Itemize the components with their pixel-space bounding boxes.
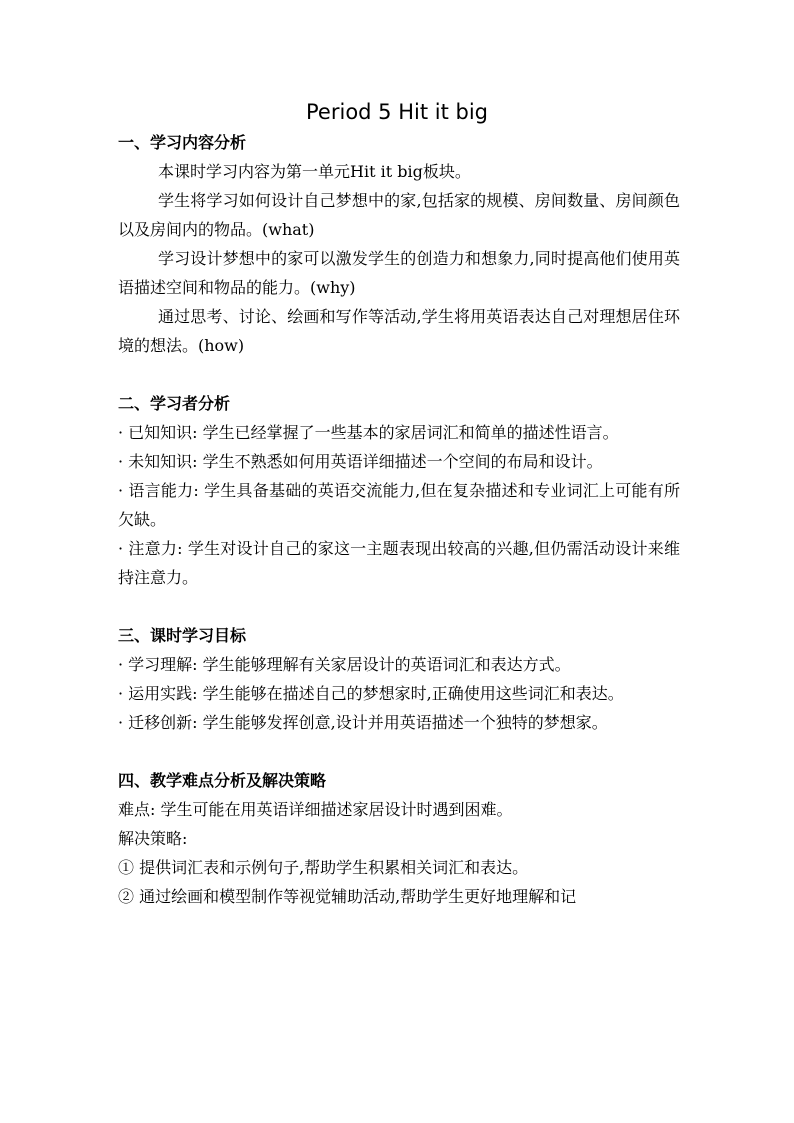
list-item: · 语言能力: 学生具备基础的英语交流能力,但在复杂描述和专业词汇上可能有所欠缺。: [118, 481, 680, 529]
list-item: · 已知知识: 学生已经掌握了一些基本的家居词汇和简单的描述性语言。: [118, 423, 619, 442]
section-gap: [118, 737, 680, 766]
section-gap: [118, 360, 680, 389]
list-item: · 迁移创新: 学生能够发挥创意,设计并用英语描述一个独特的梦想家。: [118, 713, 608, 732]
section-heading-content-analysis: 一、学习内容分析: [118, 133, 247, 152]
paragraph-why: 学习设计梦想中的家可以激发学生的创造力和想象力,同时提高他们使用英语描述空间和物品的能力。(why): [118, 249, 680, 297]
strategy-label: 解决策略:: [118, 829, 188, 848]
paragraph-difficulty: 难点: 学生可能在用英语详细描述家居设计时遇到困难。: [118, 800, 513, 819]
list-item: · 运用实践: 学生能够在描述自己的梦想家时,正确使用这些词汇和表达。: [118, 684, 624, 703]
paragraph-how: 通过思考、讨论、绘画和写作等活动,学生将用英语表达自己对理想居住环境的想法。(how): [118, 307, 680, 355]
list-item: ① 提供词汇表和示例句子,帮助学生积累相关词汇和表达。: [118, 858, 529, 877]
list-item: ② 通过绘画和模型制作等视觉辅助活动,帮助学生更好地理解和记: [118, 887, 577, 906]
section-heading-learner-analysis: 二、学习者分析: [118, 394, 231, 413]
section-gap: [118, 592, 680, 621]
paragraph-what: 学生将学习如何设计自己梦想中的家,包括家的规模、房间数量、房间颜色以及房间内的物品。(what): [118, 191, 680, 239]
list-item: · 学习理解: 学生能够理解有关家居设计的英语词汇和表达方式。: [118, 655, 571, 674]
list-item: · 注意力: 学生对设计自己的家这一主题表现出较高的兴趣,但仍需活动设计来维持注意力。: [118, 539, 680, 587]
document-body: [118, 128, 680, 911]
paragraph-content-scope: 本课时学习内容为第一单元Hit it big板块。: [158, 162, 471, 181]
list-item: · 未知知识: 学生不熟悉如何用英语详细描述一个空间的布局和设计。: [118, 452, 603, 471]
document-title: Period 5 Hit it big: [306, 100, 488, 124]
section-heading-difficulties: 四、教学难点分析及解决策略: [118, 771, 327, 790]
section-heading-learning-goals: 三、课时学习目标: [118, 626, 247, 645]
